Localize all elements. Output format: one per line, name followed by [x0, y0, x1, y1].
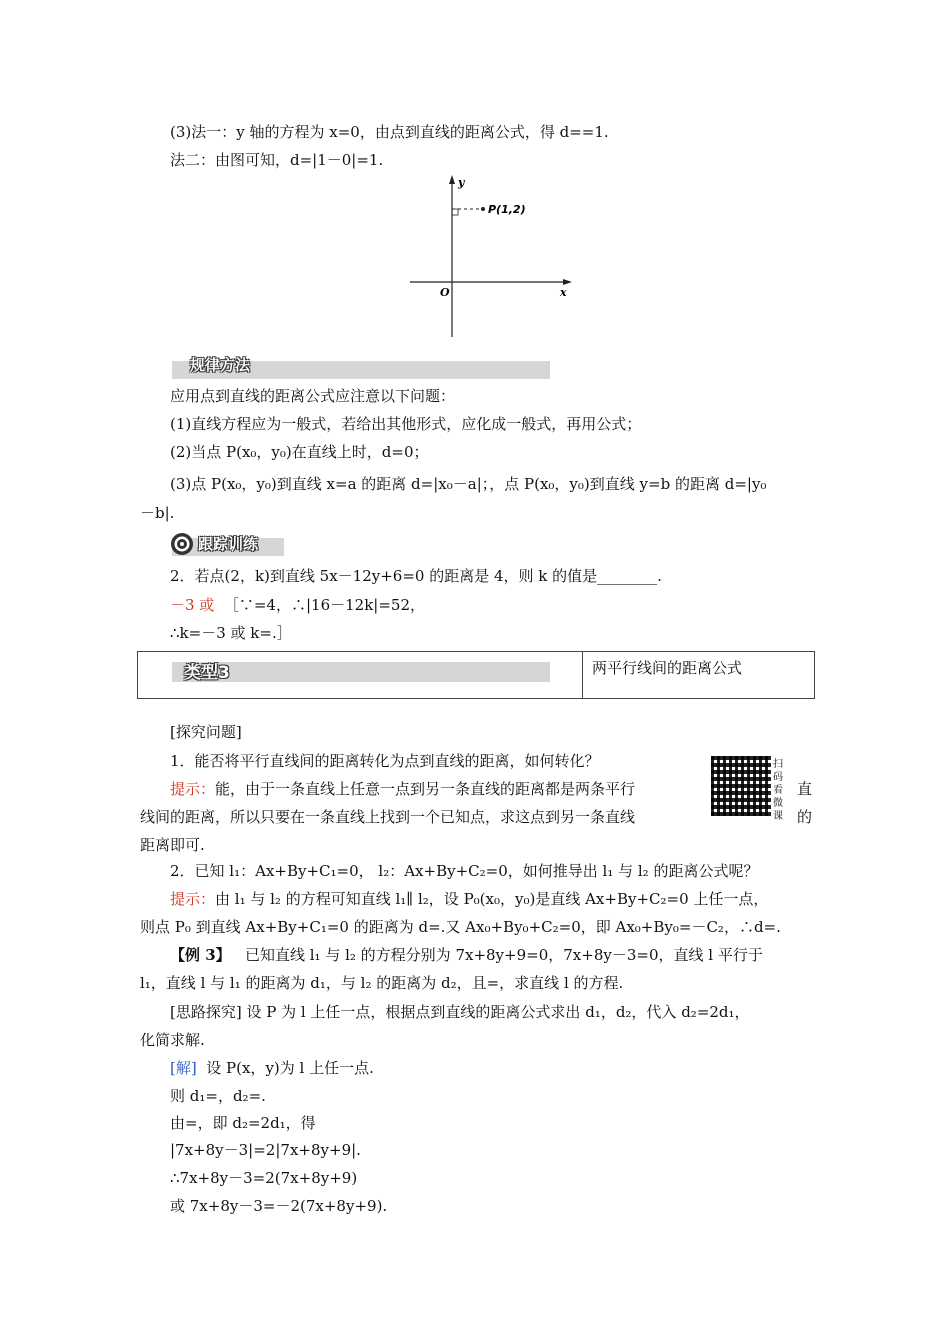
solution-step-6: 或 7x+8y－3=－2(7x+8y+9). [170, 1197, 388, 1215]
explore-answer-1-line-3: 距离即可. [140, 836, 205, 854]
explore-answer-1 [170, 779, 635, 799]
practice-answer-work: ［∵=4，∴|16－12k|=52， [223, 596, 425, 614]
point-p [481, 207, 485, 211]
practice-answer [170, 595, 425, 615]
explore-header: [探究问题] [170, 723, 242, 741]
explore-answer-1-line-2: 线间的距离，所以只要在一条直线上找到一个已知点，求这点到另一条直线 [140, 808, 636, 826]
rules-item-2: (2)当点 P(x₀，y₀)在直线上时，d=0； [170, 443, 429, 461]
hint-label: 提示： [170, 780, 216, 798]
y-axis-label: y [458, 176, 465, 189]
example-3 [170, 945, 763, 965]
rules-item-3-cont: －b|. [140, 504, 175, 522]
origin-label: O [440, 286, 450, 299]
qr-caption-char: 码 [773, 772, 783, 783]
solution-step-2: 则 d₁=，d₂=. [170, 1087, 266, 1105]
rules-item-3: (3)点 P(x₀，y₀)到直线 x=a 的距离 d=|x₀－a|；，点 P(x₀，y₀)到直线 y=b 的距离 d=|y₀ [170, 475, 767, 493]
idea-line-2: 化简求解. [140, 1031, 205, 1049]
qr-caption-char: 扫 [773, 759, 783, 770]
point-label: P(1,2) [488, 203, 526, 216]
x-axis-label: x [560, 286, 567, 299]
coordinate-graph [400, 172, 580, 340]
rules-intro: 应用点到直线的距离公式应注意以下问题： [170, 387, 456, 405]
qr-caption [772, 758, 784, 823]
qr-caption-char: 课 [773, 811, 783, 822]
practice-tag: 跟踪训练 [198, 535, 259, 553]
explore-question-1: 1．能否将平行直线间的距离转化为点到直线的距离，如何转化？ [170, 752, 600, 770]
type3-tag: 类型3 [184, 663, 230, 683]
solution-step-1: 设 P(x，y)为 l 上任一点. [206, 1059, 374, 1077]
practice-answer-value: －3 或 [170, 596, 215, 614]
explore-answer-2-line-2: 则点 P₀ 到直线 Ax+By+C₁=0 的距离为 d=.又 Ax₀+By₀+C₂=0，即 Ax₀+By₀=－C₂，∴d=. [140, 918, 781, 936]
example-3-line-2: l₁，直线 l 与 l₁ 的距离为 d₁，与 l₂ 的距离为 d₂，且=，求直线 l 的方程. [140, 974, 624, 992]
explore-answer-1-end: 直 [797, 780, 813, 798]
type3-title: 两平行线间的距离公式 [592, 659, 743, 677]
solution-step-4: |7x+8y－3|=2|7x+8y+9|. [170, 1141, 361, 1159]
type3-divider [582, 651, 583, 698]
explore-answer-2 [170, 889, 768, 909]
explore-answer-1-line-2-end: 的 [797, 808, 813, 826]
solution-step-3: 由=，即 d₂=2d₁，得 [170, 1114, 316, 1132]
right-angle-mark [452, 209, 458, 215]
x-axis-arrow [563, 279, 572, 285]
solution-label: [解] [170, 1059, 197, 1077]
rules-tag: 规律方法 [190, 356, 251, 374]
qr-caption-char: 看 [773, 785, 783, 796]
qr-code-icon[interactable] [711, 756, 771, 816]
practice-answer-line-2: ∴k=－3 或 k=.］ [170, 624, 292, 642]
hint-label-2: 提示： [170, 890, 216, 908]
explore-question-2: 2．已知 l₁：Ax+By+C₁=0， l₂：Ax+By+C₂=0，如何推导出 l₁ 与 l₂ 的距离公式呢？ [170, 862, 759, 880]
solution-step-5: ∴7x+8y－3=2(7x+8y+9) [170, 1169, 358, 1187]
target-icon [170, 532, 194, 556]
explore-answer-2-text: 由 l₁ 与 l₂ 的方程可知直线 l₁∥ l₂，设 P₀(x₀，y₀)是直线 Ax+By+C₂=0 上任一点， [215, 890, 769, 908]
qr-caption-char: 微 [773, 798, 783, 809]
rules-item-1: (1)直线方程应为一般式，若给出其他形式，应化成一般式，再用公式； [170, 415, 642, 433]
example-3-label: 【例 3】 [170, 946, 231, 964]
method-one-line: (3)法一：y 轴的方程为 x=0，由点到直线的距离公式，得 d==1. [170, 123, 609, 141]
explore-answer-1-text: 能，由于一条直线上任意一点到另一条直线的距离都是两条平行 [215, 780, 636, 798]
practice-question: 2．若点(2，k)到直线 5x－12y+6=0 的距离是 4，则 k 的值是________. [170, 567, 662, 585]
example-3-text: 已知直线 l₁ 与 l₂ 的方程分别为 7x+8y+9=0，7x+8y－3=0，直线 l 平行于 [244, 946, 763, 964]
method-two-line: 法二：由图可知，d=|1－0|=1. [170, 151, 384, 169]
solution-line-1 [170, 1058, 374, 1078]
y-axis-arrow [449, 175, 455, 184]
idea-line-1: [思路探究] 设 P 为 l 上任一点，根据点到直线的距离公式求出 d₁，d₂，代入 d₂=2d₁， [170, 1003, 750, 1021]
